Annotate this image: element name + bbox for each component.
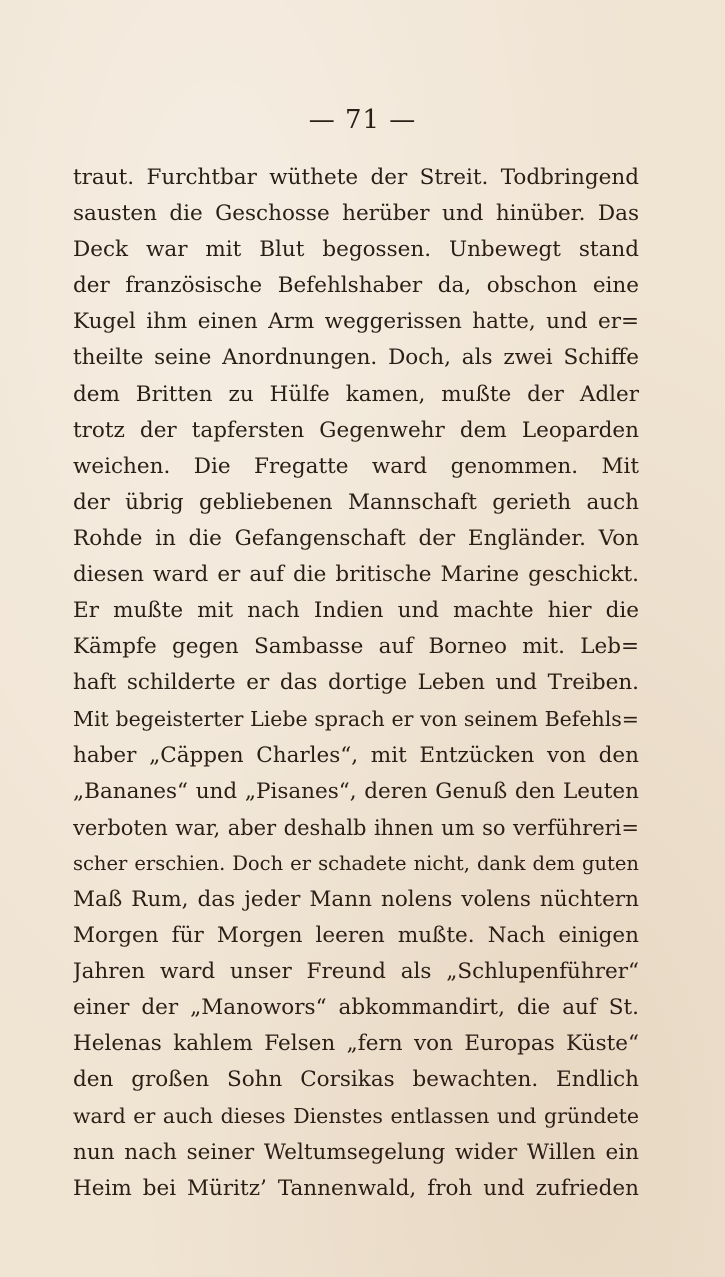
body-text: [73, 160, 639, 1207]
text-line: der französische Befehlshaber da, obschon eine: [73, 273, 639, 299]
text-line: scher erschien. Doch er schadete nicht, dank dem guten: [73, 851, 639, 875]
text-line: sausten die Geschosse herüber und hinüber. Das: [73, 201, 639, 227]
text-line: Jahren ward unser Freund als „Schlupenführer“: [73, 959, 639, 985]
text-line: Er mußte mit nach Indien und machte hier die: [73, 598, 639, 624]
text-line: dem Britten zu Hülfe kamen, mußte der Adler: [73, 381, 639, 407]
text-line: Maß Rum, das jeder Mann nolens volens nüchtern: [73, 886, 639, 912]
text-line: trotz der tapfersten Gegenwehr dem Leoparden: [73, 417, 639, 443]
text-line: traut. Furchtbar wüthete der Streit. Todbringend: [73, 165, 639, 190]
text-line: Mit begeisterter Liebe sprach er von seinem Befehls=: [73, 707, 639, 732]
text-line: Morgen für Morgen leeren mußte. Nach einigen: [73, 922, 639, 948]
page-number: — 71 —: [308, 105, 417, 135]
text-line: „Bananes“ und „Pisanes“, deren Genuß den Leuten: [73, 778, 639, 804]
text-line: Helenas kahlem Felsen „fern von Europas Küste“: [73, 1031, 639, 1057]
text-line: Heim bei Müritz’ Tannenwald, froh und zufrieden: [73, 1175, 639, 1201]
text-line: ward er auch dieses Dienstes entlassen und gründete: [73, 1104, 639, 1129]
text-line: der übrig gebliebenen Mannschaft gerieth auch: [73, 489, 639, 515]
text-line: haft schilderte er das dortige Leben und Treiben.: [73, 670, 639, 696]
text-line: verboten war, aber deshalb ihnen um so verführeri=: [73, 815, 639, 840]
text-line: haber „Cäppen Charles“, mit Entzücken von den: [73, 742, 639, 768]
text-line: Rohde in die Gefangenschaft der Engländer. Von: [73, 525, 639, 551]
text-line: den großen Sohn Corsikas bewachten. Endlich: [73, 1067, 639, 1093]
text-line: nun nach seiner Weltumsegelung wider Willen ein: [73, 1139, 639, 1165]
text-line: Kugel ihm einen Arm weggerissen hatte, und er=: [73, 309, 639, 335]
text-line: einer der „Manowors“ abkommandirt, die auf St.: [73, 995, 639, 1021]
text-line: Kämpfe gegen Sambasse auf Borneo mit. Leb=: [73, 634, 639, 660]
text-line: weichen. Die Fregatte ward genommen. Mit: [73, 453, 639, 479]
text-line: diesen ward er auf die britische Marine geschickt.: [73, 562, 639, 588]
text-line: Deck war mit Blut begossen. Unbewegt stand: [73, 237, 639, 263]
text-line: theilte seine Anordnungen. Doch, als zwei Schiffe: [73, 345, 639, 371]
